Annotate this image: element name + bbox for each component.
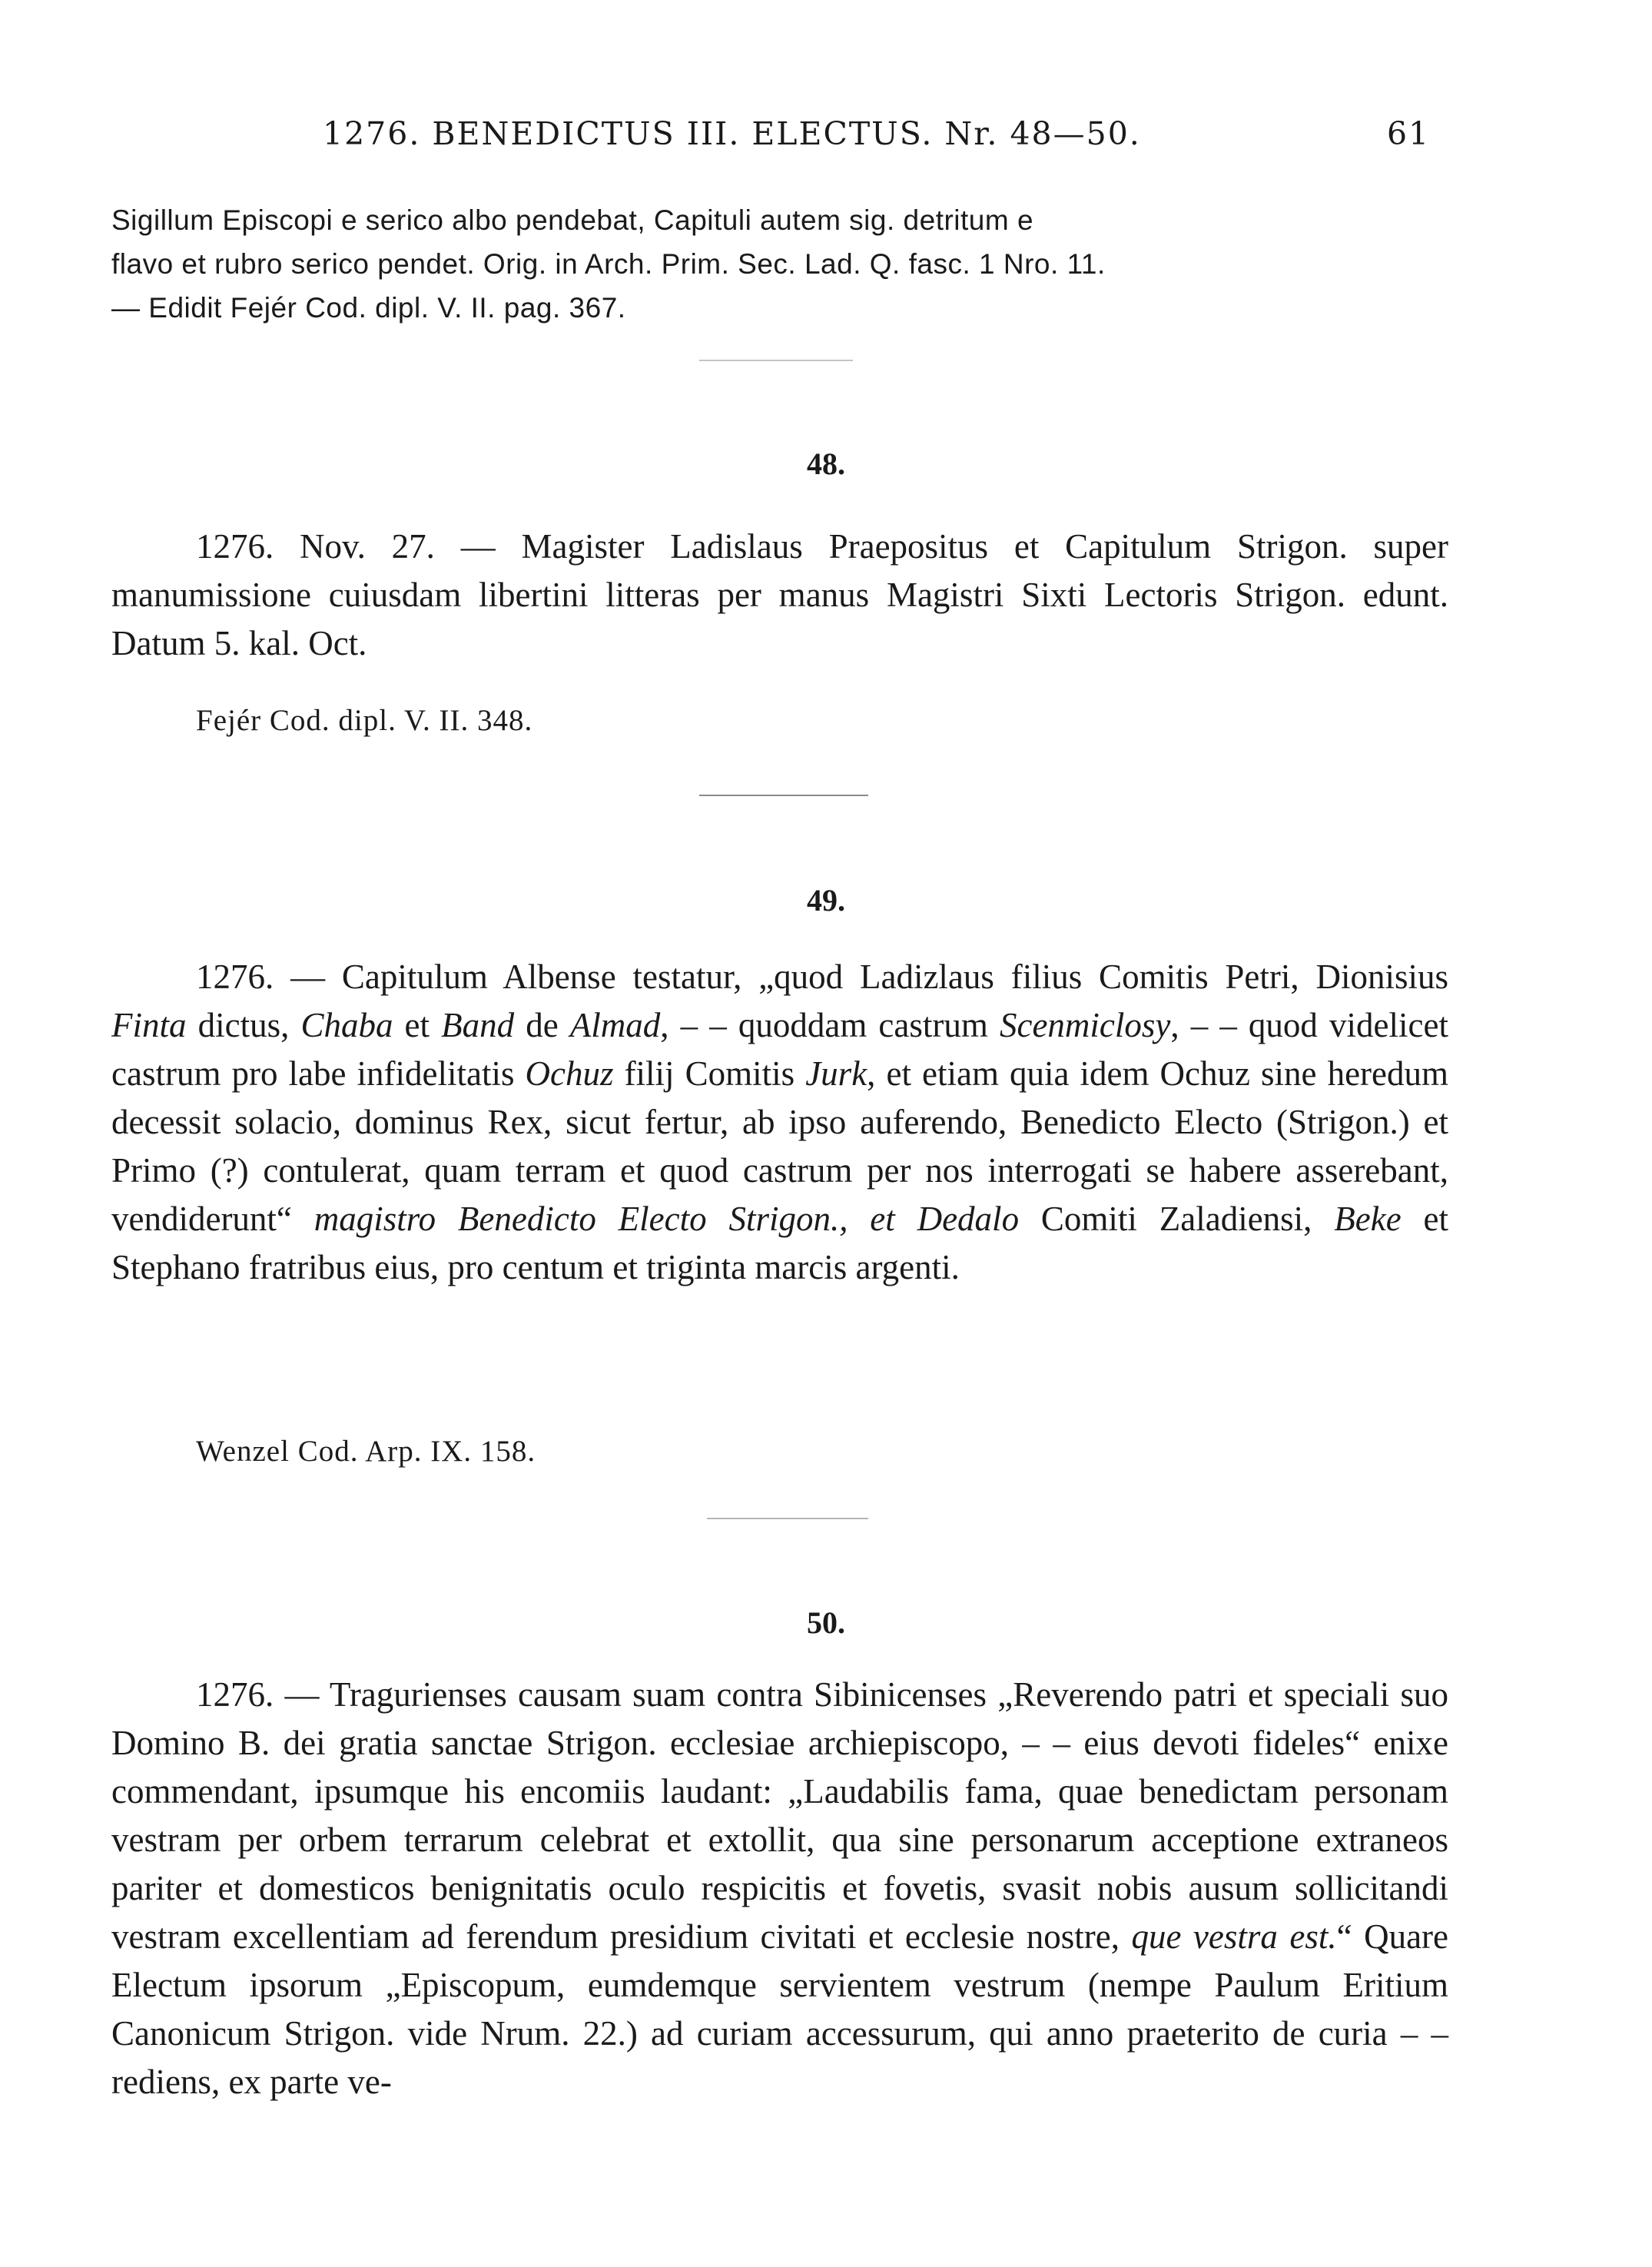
document-number-49: 49. <box>807 883 845 918</box>
italic-quote: que vestra est. <box>1131 1917 1337 1956</box>
seal-note-line: Sigillum Episcopi e serico albo pendebat, Capituli autem sig. detritum e <box>111 204 1034 236</box>
running-head-title: 1276. BENEDICTUS III. ELECTUS. Nr. 48—50. <box>323 115 1141 152</box>
document-48-source: Fejér Cod. dipl. V. II. 348. <box>196 704 533 737</box>
document-48-regest <box>111 523 1448 668</box>
document-49-source: Wenzel Cod. Arp. IX. 158. <box>196 1435 536 1468</box>
seal-note-line: flavo et rubro serico pendet. Orig. in Arch. Prim. Sec. Lad. Q. fasc. 1 Nro. 11. <box>111 248 1106 280</box>
italic-name: Finta <box>111 1006 187 1044</box>
italic-name: Band <box>441 1006 515 1044</box>
italic-name: Chaba <box>300 1006 393 1044</box>
italic-name: magistro Benedicto Electo Strigon., et Dedalo <box>313 1200 1020 1238</box>
separator-rule <box>699 795 868 796</box>
italic-name: Almad <box>569 1006 661 1044</box>
regest-text: 1276. — Traguriensеs causam suam contra Sibinicenses „Reverendo patri et speciali suo Domino B. dei gratia sanctae Strigon. ecclesiae archiepiscopo, – – eius devoti fideles“ enixe commendant, ipsumque his encomiis laudant: „Laudabilis fama, quae benedictam personam vestram per orbem terrarum celebrat et extollit, qua sine personarum acceptione extraneos pariter et domesticos benignitatis oculo respicitis et fovetis, svasit nobis ausum sollicitandi vestram excellentiam ad ferendum presidium civitati et ecclesie nostre, que vestra est.“ Quare Electum ipsorum „Episcopum, eumdemque servientem vestrum (nempe Paulum Eritium Canonicum Strigon. vide Nrum. 22.) ad curiam accessurum, qui anno praeterito de curia – – rediens, ex parte ve- <box>111 1675 1448 2101</box>
document-number-48: 48. <box>807 446 845 481</box>
regest-text: 1276. Nov. 27. — Magister Ladislaus Praepositus et Capitulum Strigon. super manumissione cuiusdam libertini litteras per manus Magistri Sixti Lectoris Strigon. edunt. Datum 5. kal. Oct. <box>111 527 1448 662</box>
document-number-50: 50. <box>807 1605 845 1640</box>
seal-note <box>111 198 1445 330</box>
document-49-regest <box>111 953 1448 1292</box>
italic-name: Scenmiclosy <box>999 1006 1171 1044</box>
seal-note-line: — Edidit Fejér Cod. dipl. V. II. pag. 367. <box>111 292 626 324</box>
document-50-regest <box>111 1671 1448 2106</box>
separator-rule <box>699 360 853 361</box>
italic-name: Jurk <box>805 1054 867 1093</box>
page-number: 61 <box>1387 115 1431 152</box>
regest-text: 1276. — Capitulum Albense testatur, „quod Ladizlaus filius Comitis Petri, Dionisius Finta dictus, Chaba et Band de Almad, – – quoddam castrum Scenmiclosy, – – quod videlicet castrum pro labe infidelitatis Ochuz filij Comitis Jurk, et etiam quia idem Ochuz sine heredum decessit solacio, dominus Rex, sicut fertur, ab ipso auferendo, Benedicto Electo (Strigon.) et Primo (?) contulerat, quam terram et quod castrum per nos interrogati se habere asserebant, vendiderunt“ magistro Benedicto Electo Strigon., et Dedalo Comiti Zaladiensi, Beke et Stephano fratribus eius, pro centum et triginta marcis argenti. <box>111 958 1448 1286</box>
italic-name: Beke <box>1334 1200 1402 1238</box>
separator-rule <box>707 1518 868 1519</box>
italic-name: Ochuz <box>525 1054 614 1093</box>
